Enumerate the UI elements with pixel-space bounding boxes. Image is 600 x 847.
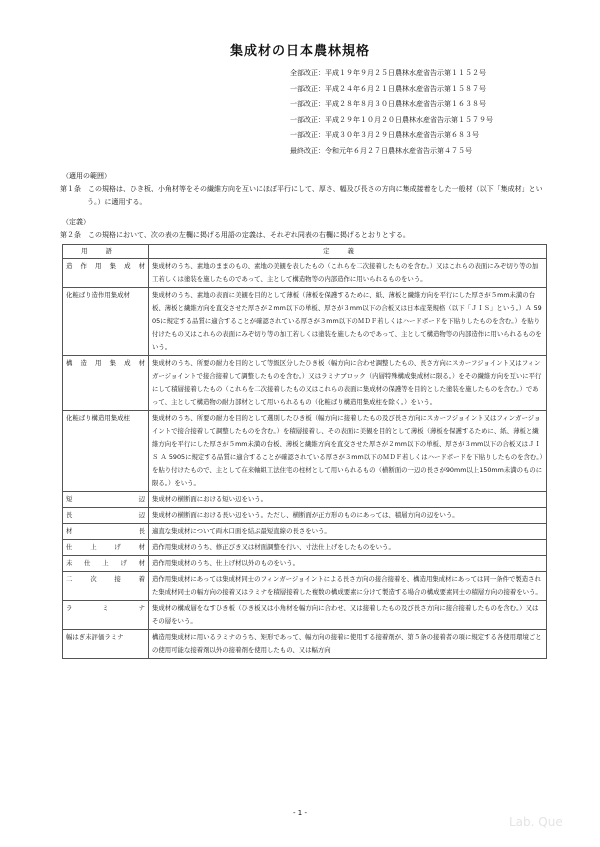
term-cell: 二次接着 <box>63 572 149 601</box>
definition-cell: 造作用集成材にあっては集成材同士のフィンガージョイントによる長さ方向の接合接着を、構造用集成材にあっては同一条件で製造された集成材同士の幅方向の接着又はラミナを積層接着した複数の構成要素に分けて製造する場合の構成要素同士の積層方向の接着をいう。 <box>149 572 547 601</box>
term-cell: 造作用集成材 <box>63 259 149 288</box>
term-cell: 幅はぎ未評価ラミナ <box>63 630 149 659</box>
table-row <box>63 492 547 508</box>
header-definition: 定義 <box>149 245 547 259</box>
term-cell: 構造用集成材 <box>63 356 149 411</box>
table-row <box>63 572 547 601</box>
document-title: 集成材の日本農林規格 <box>229 44 370 59</box>
definition-cell: 集成材の横断面における短い辺をいう。 <box>149 492 547 508</box>
term-cell: 化粧ばり造作用集成材 <box>63 288 149 356</box>
table-row <box>63 540 547 556</box>
table-row <box>63 630 547 659</box>
term-cell: 短辺 <box>63 492 149 508</box>
article-2: 第２条 この規格において、次の表の左欄に掲げる用語の定義は、それぞれ同表の右欄に掲げるとおりとする。 <box>60 231 410 239</box>
term-cell: 長辺 <box>63 508 149 524</box>
term-cell: 化粧ばり構造用集成柱 <box>63 411 149 492</box>
term-cell: 材長 <box>63 524 149 540</box>
table-row <box>63 601 547 630</box>
table-row <box>63 524 547 540</box>
definition-cell: 集成材のうち、所要の耐力を目的として選別したひき板（幅方向に接着したもの及び長さ方向にスカーフジョイント又はフィンガージョイントで接合接着して調整したものを含む。）を積層接着し、その表面に美観を目的として薄板（薄板を保護するために、紙、薄板と繊維方向を平行にした厚さが５mm未満の台板、薄板と繊維方向を直交させた厚さが２mm以下の単板、厚さが３mm以下の合板又はＪＩＳ Ａ 5905に規定する品質に適合することが確認されている厚さが３mm以下のＭＤＦ若しくはハードボードを下貼りしたものを含む。）を貼り付けたもので、主として在来軸組工法住宅の柱材として用いられるもの（横断面の一辺の長さが90mm以上150mm未満のものに限る。）をいう。 <box>149 411 547 492</box>
section-heading-definitions: （定義） <box>62 218 90 226</box>
term-cell: ラミナ <box>63 601 149 630</box>
table-row <box>63 288 547 356</box>
definition-cell: 構造用集成材に用いるラミナのうち、矩形であって、幅方向の接着に使用する接着剤が、第５条の接着者の項に規定する各使用環境ごとの使用可能な接着剤以外の接着剤を使用したもの、又は幅方向 <box>149 630 547 659</box>
revision-line: 一部改正：平成２９年１０月２０日農林水産省告示第１５７９号 <box>290 115 493 124</box>
revision-line: 最終改正：令和元年６月２７日農林水産省告示第４７５号 <box>290 146 472 155</box>
table-row <box>63 259 547 288</box>
revision-history <box>290 66 550 160</box>
revision-line: 一部改正：平成２４年６月２１日農林水産省告示第１５８７号 <box>290 84 486 93</box>
table-row <box>63 411 547 492</box>
section-heading-scope: （適用の範囲） <box>62 172 111 180</box>
definition-cell: 集成材のうち、素地のままのもの、素地の美観を表したもの（これらを二次接着したものを含む。）又はこれらの表面にみぞ切り等の加工若しくは塗装を施したものであって、主として構造物等の内部造作に用いられるものをいう。 <box>149 259 547 288</box>
definition-cell: 集成材の横断面における長い辺をいう。ただし、横断面が正方形のものにあっては、積層方向の辺をいう。 <box>149 508 547 524</box>
definition-cell: 造作用集成材のうち、修正びき又は材面調整を行い、寸法仕上げをしたものをいう。 <box>149 540 547 556</box>
definition-cell: 集成材のうち、所要の耐力を目的として等級区分したひき板（幅方向に合わせ調整したもの、長さ方向にスカーフジョイント又はフィンガージョイントで接合接着して調整したものを含む。）又はラミナブロック（内層特殊構成集成材に限る。）をその繊維方向を互いに平行にして積層接着したもの（これらを二次接着したもの又はこれらの表面に集成材の保護等を目的とした塗装を施したものを含む。）であって、主として構造物の耐力部材として用いられるもの（化粧ばり構造用集成柱を除く。）をいう。 <box>149 356 547 411</box>
definition-cell: 造作用集成材のうち、仕上げ材以外のものをいう。 <box>149 556 547 572</box>
article-1: 第１条 この規格は、ひき板、小角材等をその繊維方向を互いにほぼ平行にして、厚さ、幅及び長さの方向に集成接着をした一般材（以下「集成材」という。）に適用する。 <box>60 185 543 206</box>
revision-line: 全部改正：平成１９年９月２５日農林水産省告示第１１５２号 <box>290 69 486 77</box>
header-term: 用語 <box>63 245 149 259</box>
table-row <box>63 556 547 572</box>
definitions-table <box>62 244 547 659</box>
definition-cell: 集成材の構成層をなすひき板（ひき板又は小角材を幅方向に合わせ、又は接着したもの及び長さ方向に接合接着したものを含む。）又はその層をいう。 <box>149 601 547 630</box>
page-number: - 1 - <box>293 809 307 817</box>
term-cell: 未仕上げ材 <box>63 556 149 572</box>
revision-line: 一部改正：平成３０年３月２９日農林水産省告示第６８３号 <box>290 131 479 140</box>
table-row <box>63 356 547 411</box>
definition-cell: 適直な集成材について両木口面を結ぶ最短直線の長さをいう。 <box>149 524 547 540</box>
definition-cell: 集成材のうち、素地の表面に美観を目的として薄板（薄板を保護するために、紙、薄板と繊維方向を平行にした厚さが５mm未満の台板、薄板と繊維方向を直交させた厚さが２mm以下の単板、厚さが３mm以下の合板又は日本産業規格（以下「ＪＩＳ」という。）Ａ 5905に規定する品質に適合することが確認されている厚さが３mm以下のＭＤＦ若しくはハードボードを下貼りしたものを含む。）を貼り付けたもの又はこれらの表面にみぞ切り等の加工若しくは塗装を施したものであって、主として構造物等の内部造作に用いられるものをいう。 <box>149 288 547 356</box>
watermark: Lab. Que <box>509 815 563 829</box>
revision-line: 一部改正：平成２８年８月３０日農林水産省告示第１６３８号 <box>290 100 486 109</box>
table-header-row <box>63 245 547 259</box>
table-row <box>63 508 547 524</box>
term-cell: 仕上げ材 <box>63 540 149 556</box>
